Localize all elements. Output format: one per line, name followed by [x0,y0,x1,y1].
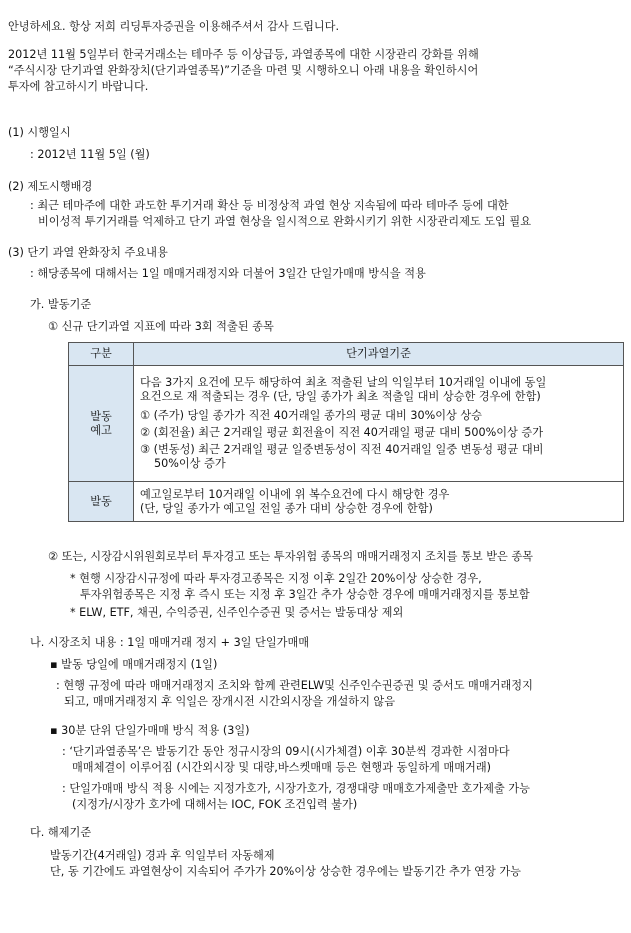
section-1-title: (1) 시행일시 [8,126,71,139]
section-1-body: : 2012년 11월 5일 (월) [30,148,150,161]
intro-line-1: 2012년 11월 5일부터 한국거래소는 테마주 등 이상급등, 과열종목에 대한 시장관리 강화를 위해 [8,48,479,61]
trigger-criteria-line: 예고일로부터 10거래일 이내에 위 복수요건에 다시 해당한 경우 [140,487,450,501]
section-3-body: : 해당종목에 대해서는 1일 매매거래정지와 더불어 3일간 단일가매매 방식을 적용 [30,267,426,280]
criteria-table [68,342,624,522]
measure-1-line-2: 되고, 매매거래정지 후 익일은 장개시전 시간외시장을 개설하지 않음 [64,695,396,708]
warning-criteria-line: ① (주가) 당일 종가가 직전 40거래일 종가의 평균 대비 30%이상 상승 [140,409,482,422]
warning-criteria-line: 50%이상 증가 [154,457,226,470]
measure-2-title: ▪ 30분 단위 단일가매매 방식 적용 (3일) [50,724,250,737]
section-3-title: (3) 단기 과열 완화장치 주요내용 [8,246,168,259]
subsection-da-title: 다. 해제기준 [30,826,92,839]
section-2-body-1: : 최근 테마주에 대한 과도한 투기거래 확산 등 비정상적 과열 현상 지속됨에 따라 테마주 등에 대한 [30,199,509,212]
warning-criteria-line: 다음 3가지 요건에 모두 해당하여 최초 적출된 날의 익일부터 10거래일 이내에 동일 [140,376,547,389]
warning-criteria-line: ③ (변동성) 최근 2거래일 평균 일중변동성이 직전 40거래일 일중 변동성 평균 대비 [140,443,544,456]
measure-2-line-1: : ‘단기과열종목’은 발동기간 동안 정규시장의 09시(시가체결) 이후 30분씩 경과한 시점마다 [62,745,510,758]
criterion-1-title: ① 신규 단기과열 지표에 따라 3회 적출된 종목 [48,320,274,333]
release-line-1: 발동기간(4거래일) 경과 후 익일부터 자동해제 [50,849,275,862]
warning-criteria-line: ② (회전율) 최근 2거래일 평균 회전율이 직전 40거래일 평균 대비 500%이상 증가 [140,426,544,439]
measure-1-line-1: : 현행 규정에 따라 매매거래정지 조치와 함께 관련ELW및 신주인수권증권 및 증서도 매매거래정지 [56,679,533,692]
measure-2-line-4: (지정가/시장가 호가에 대해서는 IOC, FOK 조건입력 불가) [72,798,358,811]
trigger-criteria-cell [134,482,624,522]
row-label-warning-line-1: 발동 [90,409,112,423]
intro-line-3: 투자에 참고하시기 바랍니다. [8,80,149,93]
warning-criteria-line: 요건으로 재 적출되는 경우 (단, 당일 종가가 최초 적출일 대비 상승한 경우에 한함) [140,390,541,403]
subsection-ga-title: 가. 발동기준 [30,298,92,311]
section-2-title: (2) 제도시행배경 [8,180,93,193]
row-label-trigger: 발동 [69,482,134,522]
table-header-category: 구분 [69,343,134,366]
criterion-2-note-1a: * 현행 시장감시규정에 따라 투자경고종목은 지정 이후 2일간 20%이상 상승한 경우, [70,572,482,585]
warning-criteria-cell [134,366,624,482]
measure-2-line-3: : 단일가매매 방식 적용 시에는 지정가호가, 시장가호가, 경쟁대량 매매호가제출만 호가제출 가능 [62,782,530,795]
measure-1-title: ▪ 발동 당일에 매매거래정지 (1일) [50,658,218,671]
table-header-criteria: 단기과열기준 [134,343,624,366]
section-2-body-2: 비이성적 투기거래를 억제하고 단기 과열 현상을 일시적으로 완화시키기 위한 시장관리제도 도입 필요 [38,215,532,228]
intro-line-2: “주식시장 단기과열 완화장치(단기과열종목)”기준을 마련 및 시행하오니 아래 내용을 확인하시어 [8,64,479,77]
row-label-warning-line-2: 예고 [90,423,112,437]
criterion-2-note-1b: 투자위험종목은 지정 후 즉시 또는 지정 후 3일간 추가 상승한 경우에 매매거래정지를 통보함 [80,588,530,601]
criterion-2-note-2: * ELW, ETF, 채권, 수익증권, 신주인수증권 및 증서는 발동대상 제외 [70,606,404,619]
row-label-warning [69,366,134,482]
criterion-2-title: ② 또는, 시장감시위원회로부터 투자경고 또는 투자위험 종목의 매매거래정지 조치를 통보 받은 종목 [48,550,533,563]
greeting-text: 안녕하세요. 항상 저희 리딩투자증권을 이용해주셔서 감사 드립니다. [8,20,340,33]
measure-2-line-2: 매매체결이 이루어짐 (시간외시장 및 대량,바스켓매매 등은 현행과 동일하게 매매거래) [72,761,491,774]
subsection-na-title: 나. 시장조치 내용 : 1일 매매거래 정지 + 3일 단일가매매 [30,636,310,649]
trigger-criteria-line: (단, 당일 종가가 예고일 전일 종가 대비 상승한 경우에 한함) [140,501,433,515]
release-line-2: 단, 동 기간에도 과열현상이 지속되어 주가가 20%이상 상승한 경우에는 발동기간 추가 연장 가능 [50,865,521,878]
